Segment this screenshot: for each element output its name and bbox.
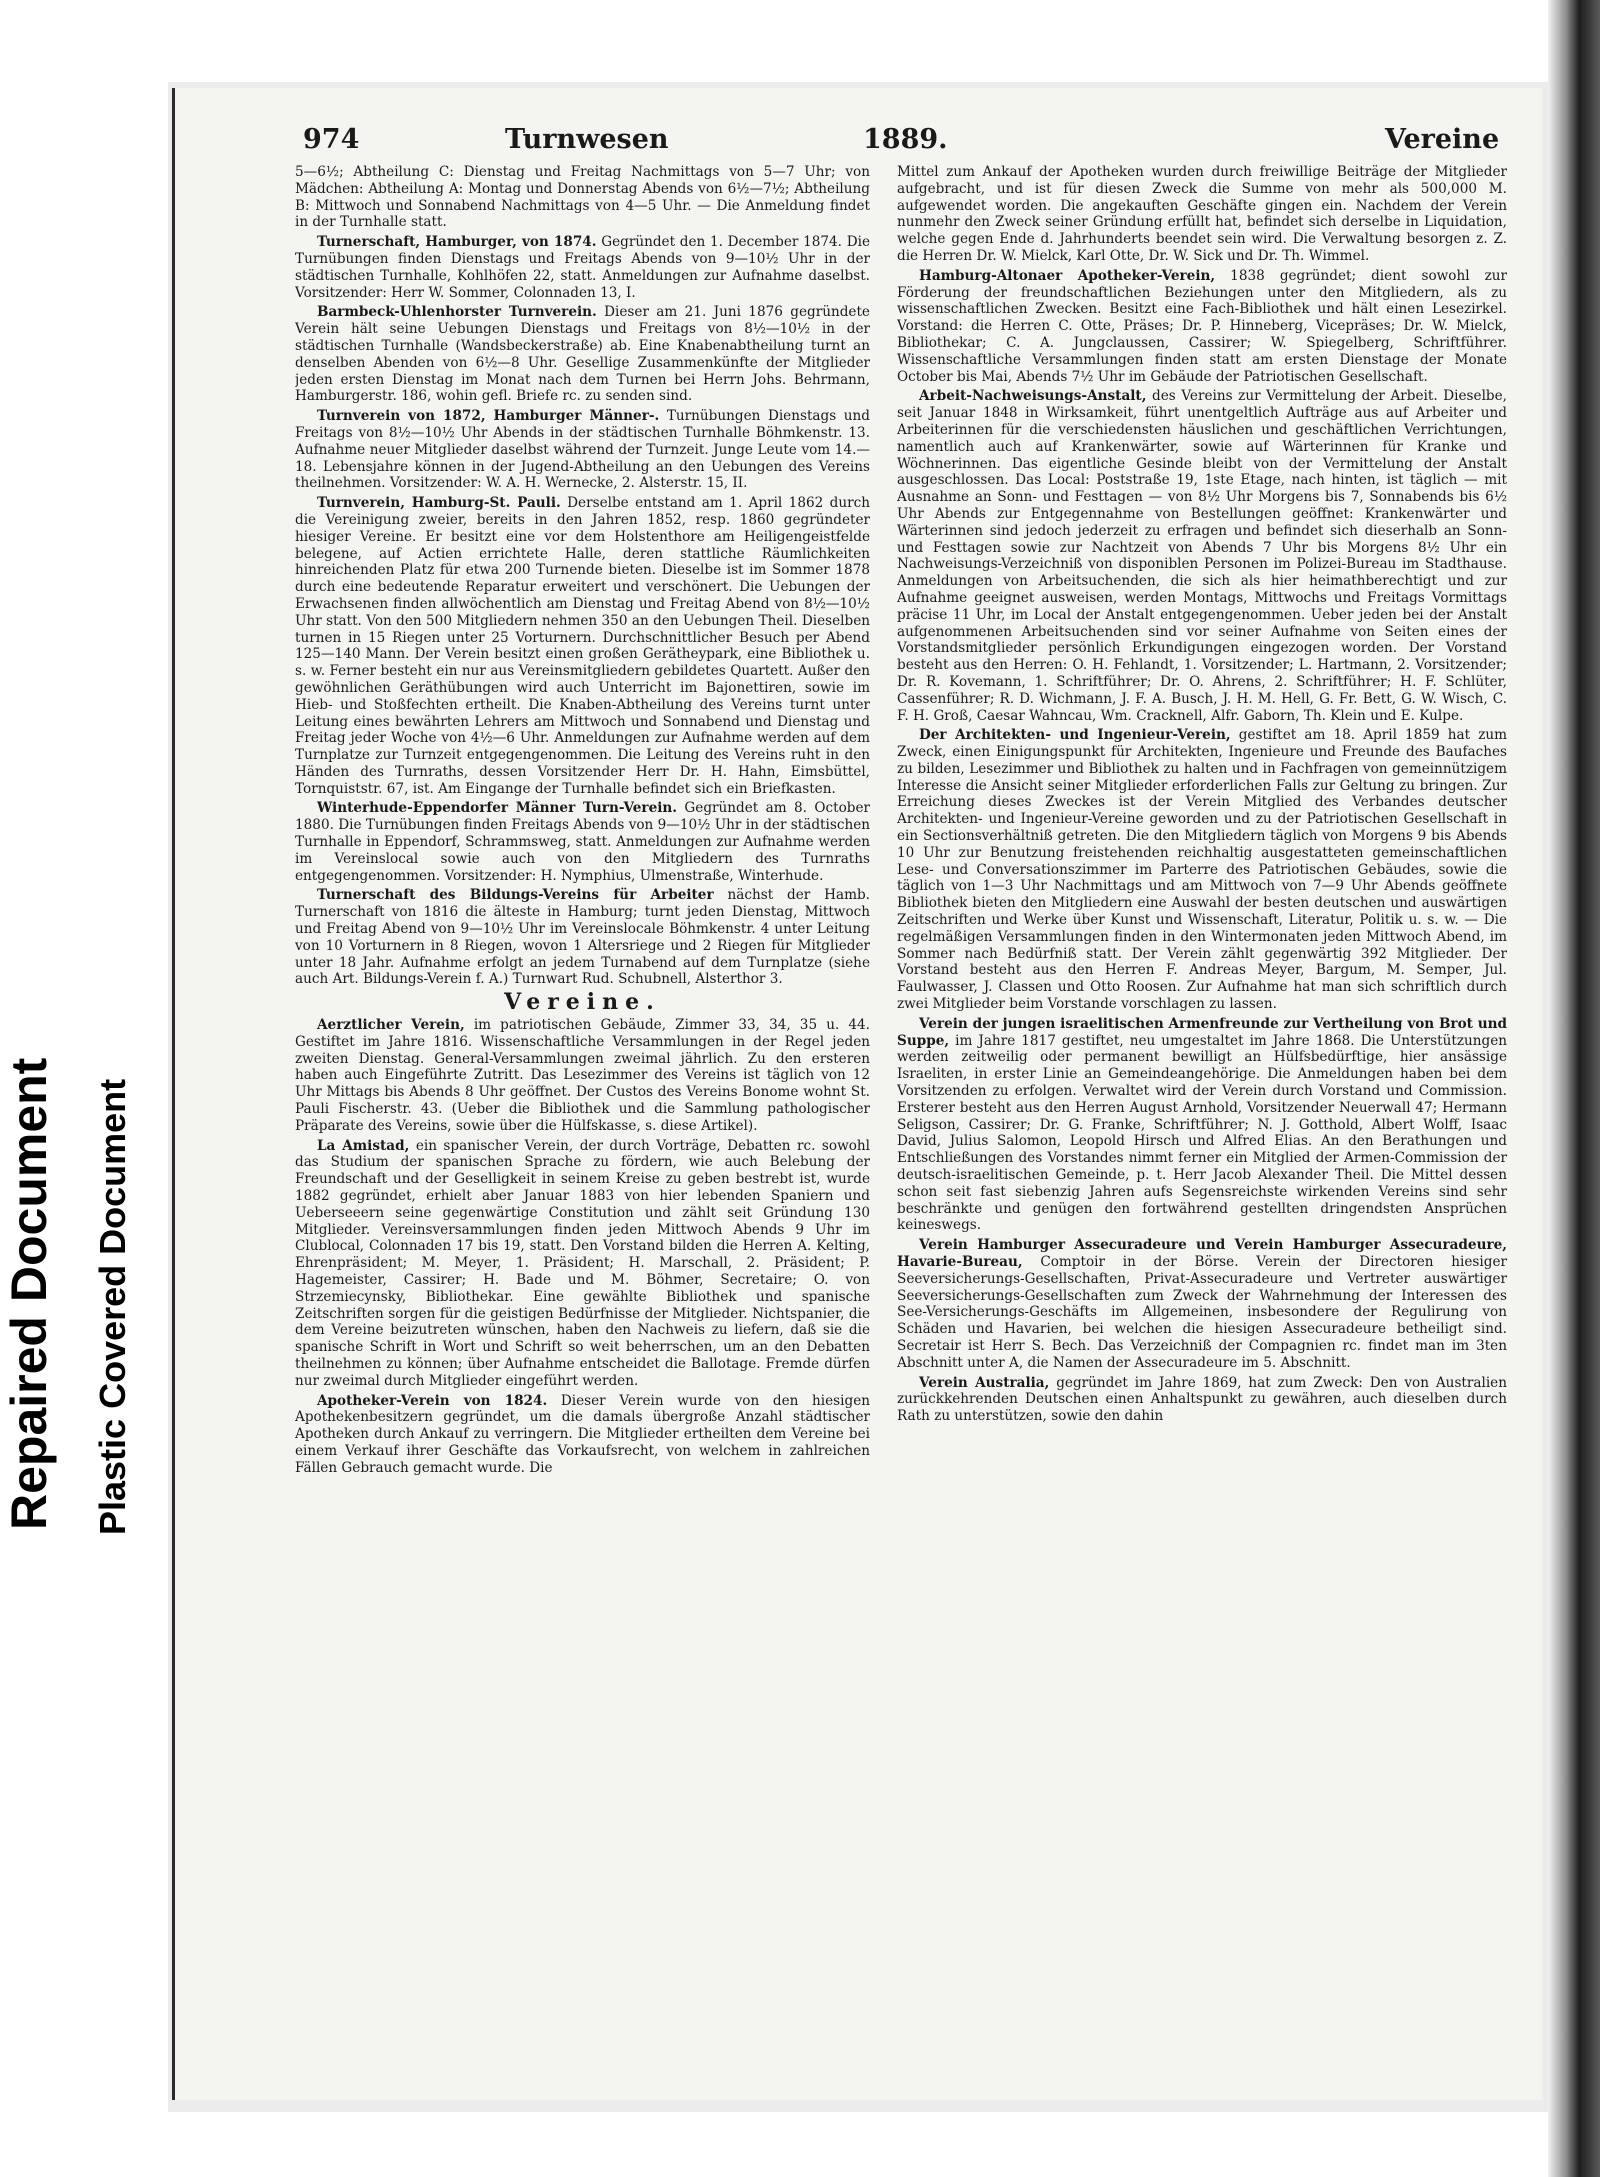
right-intro: Mittel zum Ankauf der Apotheken wurden durch freiwillige Beiträge der Mitglieder aufgebracht, und ist für diesen Zweck die Summe von mehr als 500,000 M. aufgewendet worden. Die angekauften Geschäfte gingen ein. Nachdem der Verein nunmehr den Zweck seiner Gründung erfüllt hat, befindet sich derselbe in Liquidation, welche gegen Ende d. Jahrhunderts beendet sein wird. Die Verwaltung besorgen z. Z. die Herren Dr. W. Mielck, Karl Otte, Dr. W. Sick und Dr. Th. Wimmel. [897,164,1507,264]
entry-text: des Vereins zur Vermittelung der Arbeit. Dieselbe, seit Januar 1848 in Wirksamkeit, führt unentgeltlich Aufträge aus auf Arbeiter und Arbeiterinnen für die verschiedensten häuslichen und geschäftlichen Verrichtungen, namentlich auch auf Krankenwärter, sowie auf Wärterinnen für Kranke und Wöchnerinnen. Das eigentliche Gesinde bleibt von der Vermittelung der Anstalt ausgeschlossen. Das Local: Poststraße 19, 1ste Etage, nach hinten, ist täglich — mit Ausnahme an Sonn- und Festtagen — von 8½ Uhr Morgens bis 7, Sonnabends bis 6½ Uhr Abends zur Entgegennahme von Bestellungen geöffnet: Krankenwärter und Wärterinnen sind jedoch jederzeit zu erfragen und befindet sich dieserhalb an Sonn- und Festtagen sowie zur Nachtzeit von Abends 7 Uhr bis Morgens 8½ Uhr ein Nachweisungs-Verzeichniß von disponiblen Personen im Polizei-Bureau im Stadthause. Anmeldungen von Arbeitsuchenden, die sich als hier heimathberechtigt und zur Aufnahme geeignet ausweisen, werden Montags, Mittwochs und Freitags Vormittags präcise 11 Uhr, im Local der Anstalt entgegengenommen. Ueber jeden bei der Anstalt aufgenommenen Arbeitsuchenden sind vor seiner Aufnahme von Seiten eines der Vorstandsmitglieder persönlich Erkundigungen eingezogen worden. Der Vorstand besteht aus den Herren: O. H. Fehlandt, 1. Vorsitzender; L. Hartmann, 2. Vorsitzender; Dr. R. Kovemann, 1. Schriftführer; Dr. O. Ahrens, 2. Schriftführer; H. F. Schlüter, Cassenführer; R. D. Wichmann, J. F. A. Busch, J. H. M. Hell, G. Fr. Bett, G. W. Wisch, C. F. H. Groß, Caesar Wahncau, Wm. Cracknell, Alfr. Gaborn, Th. Klein und E. Kulpe. [897,388,1507,724]
header-year: 1889. [863,124,948,155]
entry-title: Der Architekten- und Ingenieur-Verein, [919,727,1231,744]
document-page [172,88,1542,2100]
entry [295,408,870,492]
entry-title: Verein Australia, [919,1374,1050,1391]
entry-title: Apotheker-Verein von 1824. [317,1392,548,1409]
entry-title: Winterhude-Eppendorfer Männer Turn-Verein. [317,800,678,817]
running-title-left: Turnwesen [505,124,669,155]
entry-text: Derselbe entstand am 1. April 1862 durch die Vereinigung zweier, bereits in den Jahren 1852, resp. 1860 gegründeter hiesiger Vereine. Er besitzt eine vor dem Holstenthore am Heiligengeistfelde belegene, auf Actien errichtete Halle, deren stattliche Räumlichkeiten hinreichenden Platz für etwa 200 Turnende bieten. Dieselbe ist im Sommer 1878 durch eine bedeutende Reparatur erweitert und verschönert. Die Uebungen der Erwachsenen finden allwöchentlich am Dienstag und Freitag Abend von 8½—10½ Uhr statt. Von den 500 Mitgliedern nehmen 350 an den Uebungen Theil. Dieselben turnen in 15 Riegen unter 25 Vorturnern. Durchschnittlicher Besuch per Abend 125—140 Mann. Der Verein besitzt einen großen Gerätheypark, eine Bibliothek u. s. w. Ferner besteht ein nur aus Vereinsmitgliedern gebildetes Quartett. Außer den gewöhnlichen Geräthübungen wird auch Unterricht im Bajonettiren, sowie im Hieb- und Stoßfechten ertheilt. Die Knaben-Abtheilung des Vereins turnt unter Leitung eines bewährten Lehrers am Mittwoch und Sonnabend und Dienstag und Freitag jeder Woche von 4½—6 Uhr. Anmeldungen zur Aufnahme werden auf dem Turnplatze zur Turnzeit entgegengenommen. Die Leitung des Vereins ruht in den Händen des Turnraths, dessen Vorsitzender Herr Dr. H. Hahn, Eimsbüttel, Tornquiststr. 67, ist. Am Eingange der Turnhalle befindet sich ein Briefkasten. [295,495,870,797]
left-intro: 5—6½; Abtheilung C: Dienstag und Freitag Nachmittags von 5—7 Uhr; von Mädchen: Abtheilung A: Montag und Donnerstag Abends von 6½—7½; Abtheilung B: Mittwoch und Sonnabend Nachmittags von 4—5 Uhr. — Die Anmeldung findet in der Turnhalle statt. [295,164,870,231]
section-heading: Vereine. [504,989,661,1016]
entry-text: im Jahre 1817 gestiftet, neu umgestaltet im Jahre 1868. Die Unterstützungen werden zeitweilig oder permanent bewilligt an Hülfsbedürftige, hier ansässige Israeliten, in erster Linie an Gemeindeangehörige. Die Anmeldungen haben bei dem Vorsitzenden zu erfolgen. Verwaltet wird der Verein durch Vorstand und Commission. Ersterer besteht aus den Herren August Arnhold, Vorsitzender Neuerwall 47; Hermann Seligson, Cassirer; Dr. G. Franke, Schriftführer; N. J. Gotthold, Albert Wolff, Isaac David, Julius Salomon, Leopold Hirsch und Alfred Elias. An den Berathungen und Entschließungen des Vorstandes nimmt ferner ein Mitglied der Armen-Commission der deutsch-israelitischen Gemeinde, p. t. Herr Jacob Alexander Theil. Die Mittel dessen schon seit fast siebenzig Jahren aufs Segensreichste wirkenden Vereins sind sehr beschränkte und genügen den fortwährend gestellten dringendsten Ansprüchen keineswegs. [897,1032,1507,1234]
book-spine-edge [1548,0,1600,2177]
entry-text: Gegründet den 1. December 1874. Die Turnübungen finden Dienstags und Freitags Abends von 9—10½ Uhr in der städtischen Turnhalle, Kohlhöfen 22, statt. Anmeldungen zur Aufnahme daselbst. Vorsitzender: Herr W. Sommer, Colonnaden 13, I. [295,234,870,301]
entry [295,1017,870,1135]
entry [295,304,870,405]
entry-text: 1838 gegründet; dient sowohl zur Förderung der freundschaftlichen Beziehungen unter den Mitgliedern, als zu wissenschaftlichen Zwecken. Besitzt eine Fach-Bibliothek und hält einen Lesezirkel. Vorstand: die Herren C. Otte, Präses; Dr. P. Hinneberg, Vicepräses; Dr. W. Mielck, Bibliothekar; C. A. Jungclaussen, Cassirer; W. Spiegelberg, Schriftführer. Wissenschaftliche Versammlungen finden statt am ersten Dienstage der Monate October bis Mai, Abends 7½ Uhr im Gebäude der Patriotischen Gesellschaft. [897,267,1507,385]
entry [295,1138,870,1390]
entry-text: Turnübungen Dienstags und Freitags von 8½—10½ Uhr Abends in der städtischen Turnhalle Böhmkenstr. 13. Aufnahme neuer Mitglieder daselbst während der Turnzeit. Junge Leute vom 14.—18. Lebensjahre können in der Jugend-Abtheilung an den Uebungen des Vereins theilnehmen. Vorsitzender: W. A. H. Wernecke, 2. Alsterstr. 15, II. [295,408,870,492]
entry-text: im patriotischen Gebäude, Zimmer 33, 34, 35 u. 44. Gestiftet im Jahre 1816. Wissenschaftliche Versammlungen in der Regel jeden zweiten Dienstag. General-Versammlungen zweimal jährlich. Zu den ersteren haben auch Eingeführte Zutritt. Das Lesezimmer des Vereins ist täglich von 12 Uhr Mittags bis Abends 8 Uhr geöffnet. Der Custos des Vereins Bonome wohnt St. Pauli Fischerstr. 43. (Ueber die Bibliothek und die Sammlung pathologischer Präparate des Vereins, sowie über die Hülfskasse, s. diese Artikel). [295,1017,870,1134]
entry [295,887,870,988]
entry-title: Barmbeck-Uhlenhorster Turnverein. [317,304,597,321]
entry [897,268,1507,386]
entry-title: Arbeit-Nachweisungs-Anstalt, [919,388,1147,405]
entry-text: Comptoir in der Börse. Verein der Directoren hiesiger Seeversicherungs-Gesellschaften, Privat-Assecuradeure und Vertreter auswärtiger Seeversicherungs-Gesellschaften zum Zweck der Wahrnehmung der Interessen des See-Versicherungs-Geschäfts im Allgemeinen, insbesondere der Regulirung von Schäden und Havarien, bei welchen die hiesigen Assecuradeure betheiligt sind. Secretair ist Herr S. Bech. Das Verzeichniß der Compagnien rc. findet man im 3ten Abschnitt unter A, die Namen der Assecuradeure im 5. Abschnitt. [897,1254,1507,1371]
entry-title: La Amistad, [317,1137,410,1154]
entry-text: Gegründet am 8. October 1880. Die Turnübungen finden Freitags Abends von 9—10½ Uhr in der städtischen Turnhalle in Eppendorf, Schrammsweg, statt. Anmeldungen zur Aufnahme werden im Vereinslocal sowie auch von den Mitgliedern des Turnraths entgegengenommen. Vorsitzender: H. Nymphius, Ulmenstraße, Winterhude. [295,800,870,884]
entry [897,388,1507,724]
entry-title: Hamburg-Altonaer Apotheker-Verein, [919,267,1216,284]
entry-text: gestiftet am 18. April 1859 hat zum Zweck, einen Einigungspunkt für Architekten, Ingenieure und Freunde des Baufaches zu bilden, Lesezimmer und Bibliothek zu halten und in Fachfragen von gemeinnützigem Interesse die Ansicht seiner Mitglieder erforderlichen Falls zur Geltung zu bringen. Zur Erreichung dieses Zweckes ist der Verein Mitglied des Verbandes deutscher Architekten- und Ingenieur-Vereine geworden und zu der Patriotischen Gesellschaft in ein Sectionsverhältniß getreten. Die den Mitgliedern täglich von Morgens 9 bis Abends 10 Uhr zur Benutzung freistehenden reichhaltig ausgestatteten gemeinschaftlichen Lese- und Conversationszimmer im Parterre des Patriotischen Gebäudes, sowie die täglich von 1—3 Uhr Nachmittags und am Mittwoch von 7—9 Uhr Abends geöffnete Bibliothek bieten den Mitgliedern eine Auswahl der besten deutschen und auswärtigen Zeitschriften und Werke über Kunst und Wissenschaft, Literatur, Politik u. s. w. — Die regelmäßigen Versammlungen finden in den Wintermonaten jeden Mittwoch Abend, im Sommer nach Bedürfniß statt. Der Verein zählt gegenwärtig 392 Mitglieder. Der Vorstand besteht aus den Herren F. Andreas Meyer, Bargum, M. Semper, Jul. Faulwasser, J. Classen und Otto Roosen. Zur Aufnahme hat man sich schriftlich durch zwei Mitglieder beim Vorstande vorschlagen zu lassen. [897,727,1507,1013]
entry-title: Verein der jungen israelitischen Armenfreunde zur Vertheilung von Brot und Suppe, [897,1015,1507,1049]
entry-text: gegründet im Jahre 1869, hat zum Zweck: Den von Australien zurückkehrenden Deutschen einen Anhaltspunkt zu gewähren, auch dieselben durch Rath zu unterstützen, sowie den dahin [897,1374,1507,1425]
right-column [897,164,1507,2064]
entry [897,1016,1507,1234]
left-column [295,164,870,2064]
page-number: 974 [303,124,360,155]
entry-title: Aerztlicher Verein, [317,1017,465,1034]
entry-title: Turnverein, Hamburg-St. Pauli. [317,495,561,512]
entry [295,800,870,884]
entry [295,495,870,797]
entry [295,234,870,301]
entry-text: ein spanischer Verein, der durch Vorträge, Debatten rc. sowohl das Studium der spanischen Sprache zu fördern, wie auch Belebung der Freundschaft und der Geselligkeit in seinem Kreise zu geben bestrebt ist, wurde 1882 gegründet, erhielt aber Januar 1883 von hier lebenden Spaniern und Ueberseeern seine gegenwärtige Constitution und zählt seit Gründung 130 Mitglieder. Vereinsversammlungen finden jeden Mittwoch Abends 9 Uhr im Clublocal, Colonnaden 17 bis 19, statt. Den Vorstand bilden die Herren A. Kelting, Ehrenpräsident; M. Meyer, 1. Präsident; H. Marschall, 2. Präsident; P. Hagemeister, Cassirer; H. Bade und M. Böhmer, Secretaire; O. von Strzemiecynsky, Bibliothekar. Eine gewählte Bibliothek und spanische Zeitschriften sorgen für die geistigen Bedürfnisse der Mitglieder. Nichtspanier, die dem Vereine beizutreten wünschen, haben den Nachweis zu liefern, daß sie die spanische Schrift in Wort und Schrift so weit beherrschen, um an den Debatten theilnehmen zu können; über Aufnahme entscheidet die Ballotage. Fremde dürfen nur zweimal durch Mitglieder eingeführt werden. [295,1137,870,1389]
entry [295,1393,870,1477]
entry-text: Dieser Verein wurde von den hiesigen Apothekenbesitzern gegründet, um die damals übergroße Anzahl städtischer Apotheken durch Ankauf zu verringern. Die Mitglieder ertheilten dem Vereine bei einem Verkauf ihrer Geschäfte das Vorkaufsrecht, von welchem in zahlreichen Fällen Gebrauch gemacht wurde. Die [295,1392,870,1476]
repaired-document-label: Repaired Document [1,1057,57,1530]
entry-title: Verein Hamburger Assecuradeure und Verein Hamburger Assecuradeure, Havarie-Bureau, [897,1237,1507,1270]
entry-text: nächst der Hamb. Turnerschaft von 1816 die älteste in Hamburg; turnt jeden Dienstag, Mittwoch und Freitag Abend von 9—10½ Uhr im Vereinslocale Böhmkenstr. 4 unter Leitung von 10 Vorturnern in 8 Riegen, wovon 1 Altersriege und 2 Riegen für Mitglieder unter 18 Jahr. Aufnahme erfolgt an jedem Turnabend auf dem Turnplatze (siehe auch Art. Bildungs-Verein f. A.) Turnwart Rud. Schubnell, Alsterthor 3. [295,887,870,988]
entry [897,1237,1507,1371]
entry-text: Dieser am 21. Juni 1876 gegründete Verein hält seine Uebungen Dienstags und Freitags von 8½—10½ in der städtischen Turnhalle (Wandsbeckerstraße) ab. Eine Knabenabtheilung turnt an denselben Abenden von 6½—8 Uhr. Gesellige Zusammenkünfte der Mitglieder jeden ersten Dienstag im Monat nach dem Turnen bei Herrn Johs. Behrmann, Hamburgerstr. 186, wohin gefl. Briefe rc. zu senden sind. [295,304,870,405]
running-title-right: Vereine [1385,124,1500,155]
entry [897,727,1507,1013]
entry [897,1375,1507,1425]
plastic-covered-document-label: Plastic Covered Document [92,1078,133,1535]
entry-title: Turnerschaft, Hamburger, von 1874. [317,234,597,251]
page-header [175,124,1542,164]
entry-title: Turnerschaft des Bildungs-Vereins für Arbeiter [317,887,714,904]
entry-title: Turnverein von 1872, Hamburger Männer-. [317,408,660,425]
